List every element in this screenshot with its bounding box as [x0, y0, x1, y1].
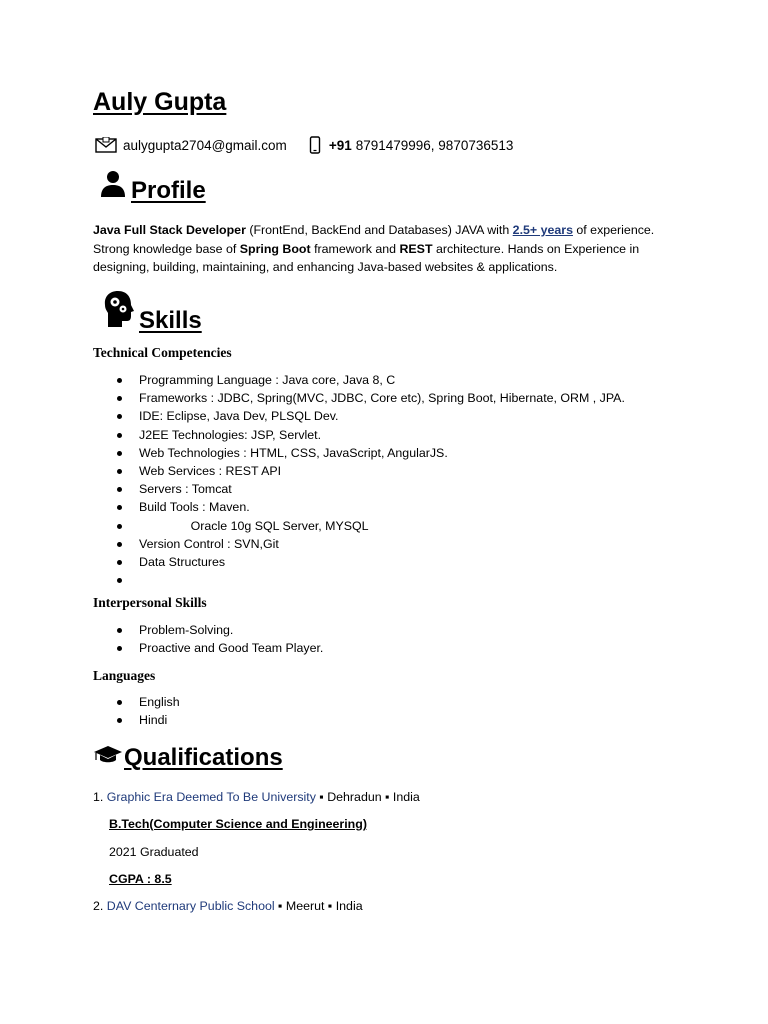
- list-item: Data Structures: [93, 553, 625, 571]
- graduation-cap-icon: [93, 745, 123, 770]
- university-name: Graphic Era Deemed To Be University: [106, 790, 316, 804]
- interpersonal-skills-title: Interpersonal Skills: [93, 595, 207, 610]
- university-location: ▪ Dehradun ▪ India: [315, 790, 420, 804]
- list-item: Programming Language : Java core, Java 8, C: [93, 371, 625, 389]
- profile-rest: REST: [399, 241, 433, 256]
- email-item: [95, 137, 287, 153]
- skills-heading-text: Skills: [139, 307, 202, 334]
- list-item: IDE: Eclipse, Java Dev, PLSQL Dev.: [93, 407, 625, 425]
- phone-numbers: 8791479996, 9870736513: [355, 137, 514, 153]
- list-item: Web Technologies : HTML, CSS, JavaScript, AngularJS.: [93, 444, 625, 462]
- technical-skills-list: [93, 371, 625, 589]
- cgpa: CGPA : 8.5: [109, 872, 172, 886]
- school-location: ▪ Meerut ▪ India: [274, 899, 363, 913]
- profile-heading-text: Profile: [131, 177, 206, 204]
- degree: B.Tech(Computer Science and Engineering): [109, 817, 367, 831]
- profile-text-1: (FrontEnd, BackEnd and Databases) JAVA with: [245, 223, 513, 237]
- qualification-number: 2.: [93, 899, 104, 913]
- list-item: Proactive and Good Team Player.: [93, 639, 323, 657]
- profile-text-2: of experience. Strong knowledge base of: [93, 223, 655, 256]
- person-icon: [100, 170, 126, 203]
- list-item: Web Services : REST API: [93, 462, 625, 480]
- list-item: Oracle 10g SQL Server, MYSQL: [93, 517, 625, 535]
- experience-years: 2.5+ years: [512, 223, 573, 237]
- contact-row: [95, 133, 513, 157]
- phone-code: +91: [328, 137, 352, 153]
- profile-summary: [93, 221, 683, 277]
- list-item: Version Control : SVN,Git: [93, 535, 625, 553]
- qualifications-heading-text: Qualifications: [124, 744, 283, 771]
- profile-text-4: architecture. Hands on Experience in designing, building, maintaining, and enhancing Java-based websites & applications.: [93, 241, 640, 274]
- head-gears-icon: [103, 290, 137, 333]
- profile-spring: Spring Boot: [239, 241, 311, 256]
- profile-text-3: framework and: [310, 241, 400, 256]
- list-item: Hindi: [93, 711, 180, 729]
- qualification-1: [93, 790, 420, 804]
- email-text[interactable]: aulygupta2704@gmail.com: [123, 137, 287, 153]
- list-item: Servers : Tomcat: [93, 480, 625, 498]
- school-name: DAV Centernary Public School: [106, 899, 275, 913]
- phone-item: [309, 136, 514, 154]
- list-item: Frameworks : JDBC, Spring(MVC, JDBC, Core etc), Spring Boot, Hibernate, ORM , JPA.: [93, 389, 625, 407]
- interpersonal-skills-list: [93, 621, 323, 657]
- list-item: J2EE Technologies: JSP, Servlet.: [93, 426, 625, 444]
- qualification-number: 1.: [93, 790, 104, 804]
- candidate-name: Auly Gupta: [93, 88, 227, 116]
- envelope-icon: [95, 137, 117, 153]
- graduation-year: 2021 Graduated: [109, 845, 199, 859]
- list-item: Problem-Solving.: [93, 621, 323, 639]
- skills-heading: [103, 290, 202, 333]
- list-item: [93, 571, 625, 589]
- qualification-2: [93, 899, 363, 913]
- technical-competencies-title: Technical Competencies: [93, 345, 232, 360]
- list-item: English: [93, 693, 180, 711]
- languages-list: [93, 693, 180, 729]
- mobile-phone-icon: [309, 136, 321, 154]
- qualifications-heading: [93, 745, 283, 770]
- profile-heading: [100, 170, 206, 203]
- list-item: Build Tools : Maven.: [93, 498, 625, 516]
- languages-title: Languages: [93, 668, 156, 683]
- profile-role: Java Full Stack Developer: [93, 223, 246, 237]
